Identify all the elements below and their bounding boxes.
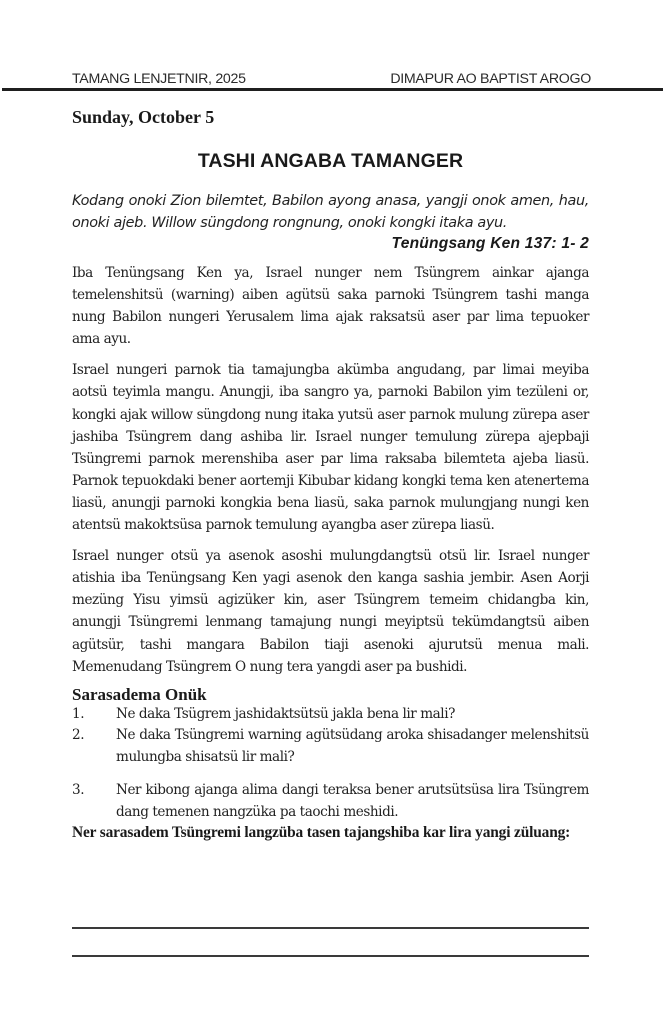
answer-line[interactable] xyxy=(72,955,589,957)
body-paragraph: Israel nungeri parnok tia tamajungba akümba angudang, par limai meyiba aotsü teyimla mangu. Anungji, iba sangro ya, parnoki Babilon yim tezüleni or, kongki ajak willow süngdong nung itaka yutsü aser parnok mulung zürepa aser jashiba Tsüngrem dang ashiba lir. Israel nunger temulung zürepa ajepbaji Tsüngremi parnok merenshiba aser par lima raksaba bilemteta ajeba liasü. Parnok tepuokdaki bener aortemji Kibubar kidang kongki tema ken atenertema liasü, anungji parnoki kongkia bena liasü, saka parnok mulungjang nungi ken atentsü makoktsüsa parnok temulung ayangba aser zürepa liasü. xyxy=(72,362,589,534)
question-text: Ner kibong ajanga alima dangi teraksa bener arutsütsüsa lira Tsüngrem dang temenen nangzüka pa taochi meshidi. xyxy=(116,782,589,820)
header-rule xyxy=(2,88,663,91)
page-content xyxy=(72,104,589,843)
question-number: 3. xyxy=(72,782,85,799)
questions-list xyxy=(72,704,589,824)
page-title: TASHI ANGABA TAMANGER xyxy=(197,150,464,172)
question-text: Ne daka Tsügrem jashidaktsütsü jakla bena lir mali? xyxy=(116,705,455,722)
header-publication-title: TAMANG LENJETNIR, 2025 xyxy=(72,71,246,87)
questions-heading: Sarasadema Onük xyxy=(72,684,207,704)
question-item xyxy=(72,780,589,823)
running-header xyxy=(72,67,591,87)
scripture-reference: Tenüngsang Ken 137: 1- 2 xyxy=(391,235,589,252)
scripture-verse: Kodang onoki Zion bilemtet, Babilon ayong anasa, yangji onok amen, hau, onoki ajeb. Willow süngdong rongnung, onoki kongki itaka ayu. xyxy=(72,193,589,231)
body-paragraph: Israel nunger otsü ya asenok asoshi mulungdangtsü otsü lir. Israel nunger atishia iba Tenüngsang Ken yagi asenok den kanga sashia jembir. Asen Aorji mezüng Yisu yimsü agizüker kin, aser Tsüngrem temeim chidangba kin, anungji Tsüngremi lenmang tamajung nungi meyiptsü tekümdangtsü aiben agütsür, tashi mangara Babilon tiaji asenoki ajurutsü menua mali. Memenudang Tsüngrem O nung tera yangdi aser pa bushidi. xyxy=(72,548,589,675)
answer-line[interactable] xyxy=(72,927,589,929)
header-publisher: DIMAPUR AO BAPTIST AROGO xyxy=(390,71,591,87)
date-heading: Sunday, October 5 xyxy=(72,107,215,127)
question-text: Ne daka Tsüngremi warning agütsüdang aroka shisadanger melenshitsü mulungba shisatsü lir mali? xyxy=(116,727,589,765)
reflection-prompt: Ner sarasadem Tsüngremi langzüba tasen tajangshiba kar lira yangi züluang: xyxy=(72,824,571,842)
question-item xyxy=(72,704,589,726)
question-item xyxy=(72,725,589,768)
question-number: 1. xyxy=(72,705,85,722)
question-number: 2. xyxy=(72,727,85,744)
body-paragraph: Iba Tenüngsang Ken ya, Israel nunger nem Tsüngrem ainkar ajanga temelenshitsü (warning) aiben agütsü saka parnoki Tsüngrem tashi manga nung Babilon nungeri Yerusalem lima ajak raksatsü aser par lima tepuoker ama ayu. xyxy=(72,265,589,348)
